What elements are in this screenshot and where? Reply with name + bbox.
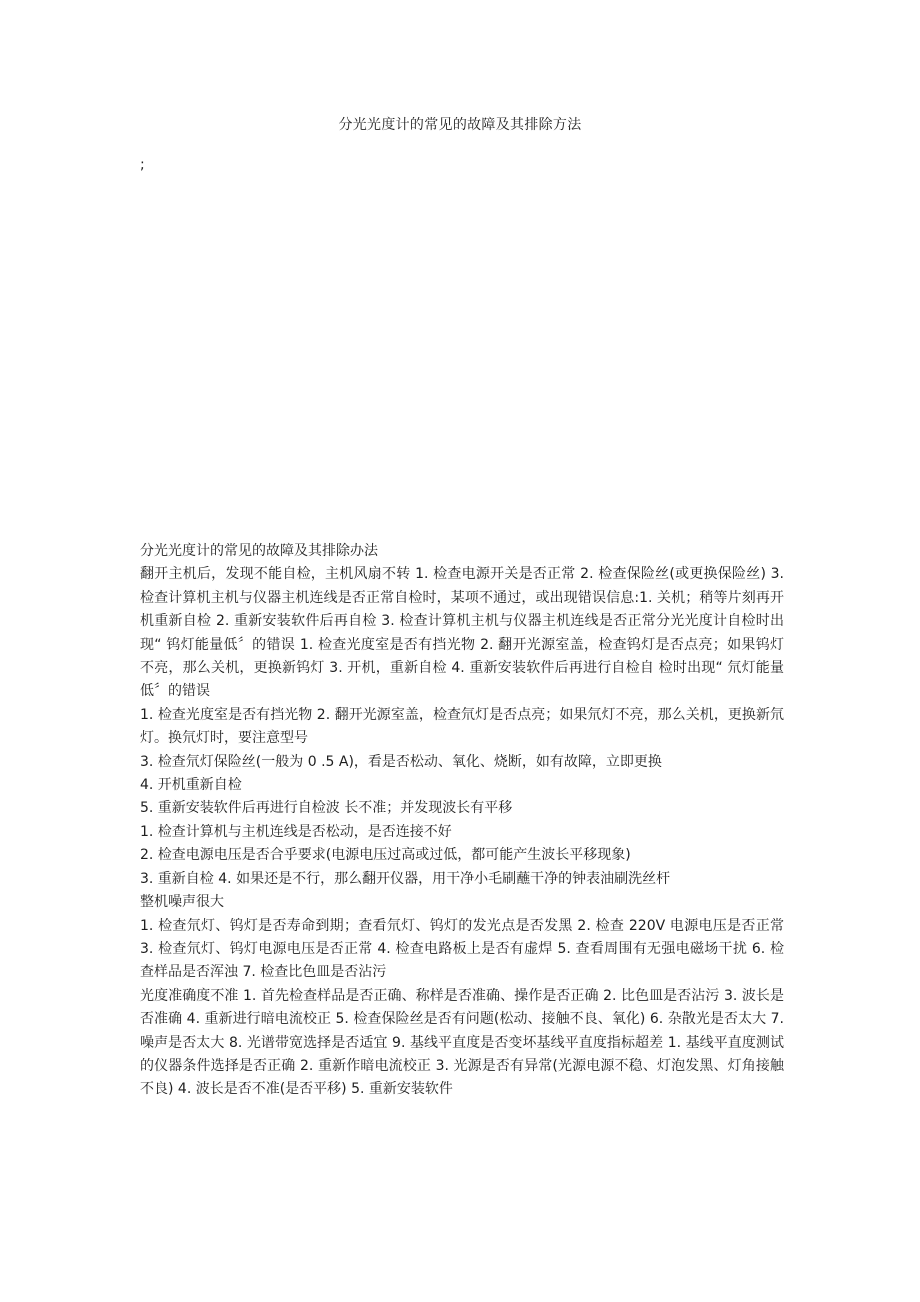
body-paragraph: 5. 重新安装软件后再进行自检波 长不准；并发现波长有平移 bbox=[140, 800, 513, 817]
body-paragraph: 光度准确度不准 1. 首先检查样品是否正确、称样是否准确、操作是否正确 2. 比色皿是否沾污 3. 波长是否准确 4. 重新进行暗电流校正 5. 检查保险丝是否有问题(松动、接触不良、氧化) 6. 杂散光是否太大 7. 噪声是否太大 8. 光谱带宽选择是否适宜 9. 基线平直度是否变坏基线平直度指标超差 1. 基线平直度测试的仪器条件选择是否正确 2. 重新作暗电流校正 3. 光源是否有异常(光源电源不稳、灯泡发黑、灯角接触不良) 4. 波长是否不准(是否平移) 5. 重新安装软件 bbox=[140, 987, 784, 1098]
body-paragraph: 翻开主机后，发现不能自检，主机风扇不转 1. 检查电源开关是否正常 2. 检查保险丝(或更换保险丝) 3. 检查计算机主机与仪器主机连线是否正常自检时，某项不通过，或出现错误信息:1. 关机；稍等片刻再开机重新自检 2. 重新安装软件后再自检 3. 检查计算机主机与仪器主机连线是否正常分光光度计自检时出现“ 钨灯能量低〞的错误 1. 检查光度室是否有挡光物 2. 翻开光源室盖，检查钨灯是否点亮；如果钨灯不亮，那么关机，更换新钨灯 3. 开机，重新自检 4. 重新安装软件后再进行自检自 检时出现“ 氘灯能量低〞的错误 bbox=[140, 566, 784, 700]
body-paragraph: 1. 检查光度室是否有挡光物 2. 翻开光源室盖，检查氘灯是否点亮；如果氘灯不亮，那么关机，更换新氘灯。换氘灯时，要注意型号 bbox=[140, 706, 784, 747]
body-paragraph: 2. 检查电源电压是否合乎要求(电源电压过高或过低，都可能产生波长平移现象) bbox=[140, 847, 631, 864]
section-heading: 整机噪声很大 bbox=[140, 894, 224, 911]
page-title: 分光光度计的常见的故障及其排除方法 bbox=[338, 117, 582, 133]
body-paragraph: 4. 开机重新自检 bbox=[140, 777, 242, 794]
document-body bbox=[140, 540, 784, 1102]
separator-text: ; bbox=[140, 157, 145, 173]
body-paragraph: 1. 检查计算机与主机连线是否松动，是否连接不好 bbox=[140, 823, 452, 840]
body-paragraph: 1. 检查氘灯、钨灯是否寿命到期；查看氘灯、钨灯的发光点是否发黑 2. 检查 220V 电源电压是否正常 3. 检查氘灯、钨灯电源电压是否正常 4. 检查电路板上是否有虚焊 5. 查看周围有无强电磁场干扰 6. 检查样品是否浑浊 7. 检查比色皿是否沾污 bbox=[140, 917, 784, 981]
body-paragraph: 3. 重新自检 4. 如果还是不行，那么翻开仪器，用干净小毛刷蘸干净的钟表油刷洗丝杆 bbox=[140, 870, 671, 887]
section-heading: 分光光度计的常见的故障及其排除办法 bbox=[140, 543, 378, 559]
body-paragraph: 3. 检查氘灯保险丝(一般为 0 .5 A)，看是否松动、氧化、烧断，如有故障，立即更换 bbox=[140, 753, 662, 770]
